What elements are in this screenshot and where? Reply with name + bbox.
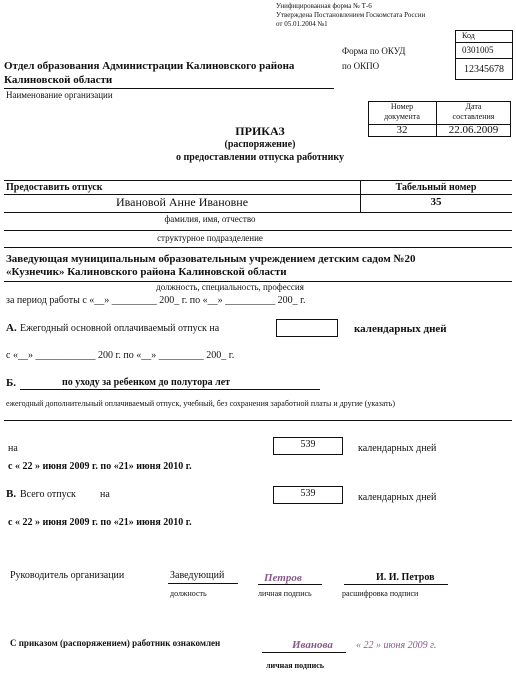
section-v-days: 539 xyxy=(300,488,316,499)
section-b-label: Б. xyxy=(6,377,17,389)
org-name-line2: Калиновской области xyxy=(4,74,113,86)
order-subtitle: (распоряжение) xyxy=(224,139,296,150)
section-a-dates: с «__» ____________ 200 г. по «__» _________ 200_ г. xyxy=(6,350,235,361)
approval-text: Утверждена Постановлением Госкомстата России xyxy=(276,11,426,19)
section-a-days-box xyxy=(276,319,338,337)
ack-signature: Иванова xyxy=(292,639,333,651)
section-a-label: А. xyxy=(6,322,17,334)
doc-date-header-2: составления xyxy=(452,112,495,121)
doc-number: 32 xyxy=(396,124,408,136)
form-name: Унифицированная форма № Т-6 xyxy=(276,2,372,10)
ack-label: С приказом (распоряжением) работник ознакомлен xyxy=(10,638,221,648)
section-v-label: В. xyxy=(6,488,17,500)
signature-caption: личная подпись xyxy=(258,589,312,598)
name-caption: фамилия, имя, отчество xyxy=(164,214,256,224)
tab-number-label: Табельный номер xyxy=(395,182,477,193)
position-caption-sig: должность xyxy=(170,589,207,598)
section-b-days-label: календарных дней xyxy=(358,443,437,454)
ack-caption: личная подпись xyxy=(266,661,324,670)
doc-number-header-2: документа xyxy=(384,112,420,121)
section-a-text: Ежегодный основной оплачиваемый отпуск на xyxy=(20,323,220,334)
tab-number: 35 xyxy=(430,196,442,208)
section-b-reason: по уходу за ребенком до полутора лет xyxy=(62,377,231,388)
head-signature: Петров xyxy=(264,572,302,584)
code-label: Код xyxy=(462,31,475,40)
section-b-days: 539 xyxy=(300,439,316,450)
section-b-on-label: на xyxy=(8,443,18,454)
org-name-line1: Отдел образования Администрации Калиновского района xyxy=(4,60,295,72)
decoding-caption: расшифровка подписи xyxy=(342,589,419,598)
position-line2: «Кузнечик» Калиновского района Калиновской области xyxy=(6,266,287,278)
doc-date-header-1: Дата xyxy=(465,102,482,111)
okpo-value: 12345678 xyxy=(464,64,504,75)
head-position: Заведующий xyxy=(170,570,225,581)
ack-date: « 22 » июня 2009 г. xyxy=(356,640,437,651)
section-b-dates: с « 22 » июня 2009 г. по «21» июня 2010 г. xyxy=(8,461,192,472)
section-v-days-label: календарных дней xyxy=(358,492,437,503)
org-caption: Наименование организации xyxy=(6,90,113,100)
head-label: Руководитель организации xyxy=(10,570,125,581)
grant-label: Предоставить отпуск xyxy=(6,182,103,193)
section-v-dates: с « 22 » июня 2009 г. по «21» июня 2010 г. xyxy=(8,517,192,528)
doc-date: 22.06.2009 xyxy=(448,124,499,136)
okud-label: Форма по ОКУД xyxy=(342,46,406,56)
section-v-on-label: на xyxy=(100,489,110,500)
position-caption: должность, специальность, профессия xyxy=(156,282,304,292)
okud-value: 0301005 xyxy=(462,45,494,55)
section-a-days-label: календарных дней xyxy=(354,323,447,335)
head-decoding: И. И. Петров xyxy=(376,572,435,583)
position-line1: Заведующая муниципальным образовательным учреждением детским садом №20 xyxy=(6,253,416,265)
doc-number-header-1: Номер xyxy=(390,102,414,111)
work-period: за период работы с «__» _________ 200_ г. по «__» __________ 200_ г. xyxy=(6,295,306,306)
approval-date: от 05.01.2004 №1 xyxy=(276,20,328,28)
okpo-label: по ОКПО xyxy=(342,61,380,71)
section-v-text: Всего отпуск xyxy=(20,489,76,500)
dept-caption: структурное подразделение xyxy=(157,233,263,243)
order-about: о предоставлении отпуска работнику xyxy=(176,152,344,163)
order-title: ПРИКАЗ xyxy=(235,124,285,138)
section-b-caption: ежегодный дополнительный оплачиваемый отпуск, учебный, без сохранения заработной платы и другие (указать) xyxy=(6,399,395,408)
employee-name: Ивановой Анне Ивановне xyxy=(115,195,249,209)
